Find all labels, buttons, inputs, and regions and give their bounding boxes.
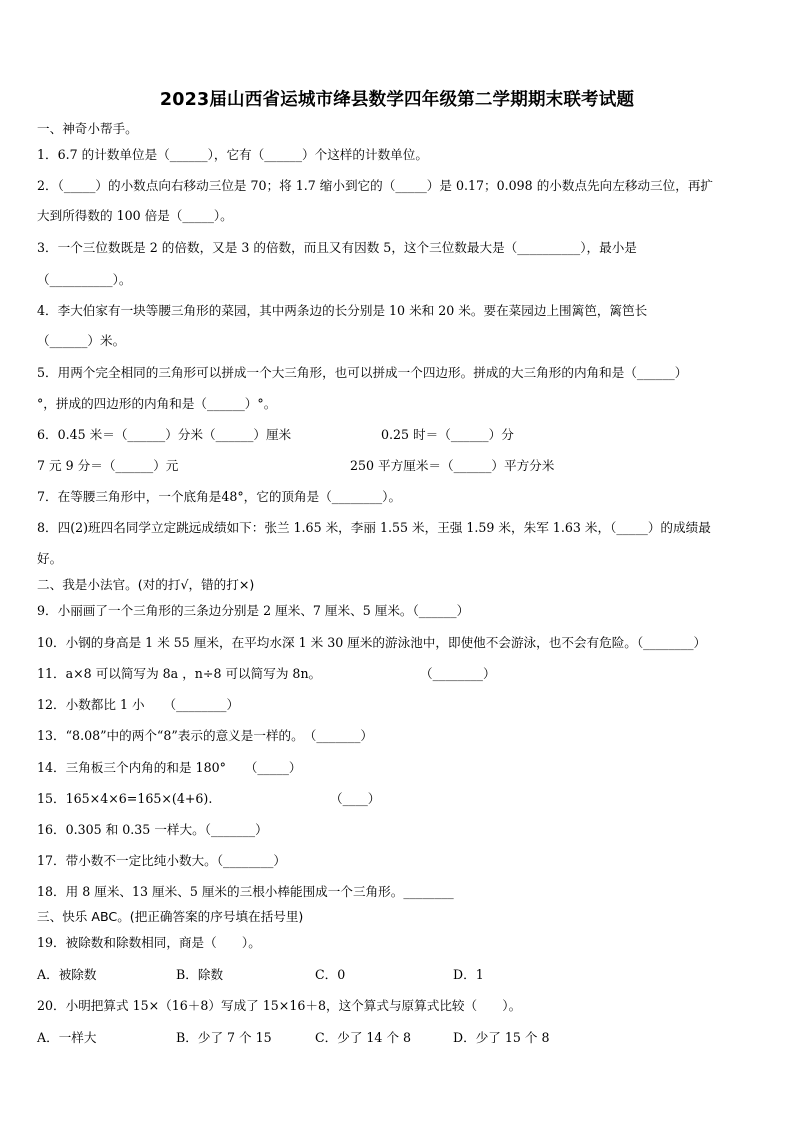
question-4-line-2: （______）米。 bbox=[37, 333, 126, 348]
question-13: 13．“8.08”中的两个“8”表示的意义是一样的。 （_______） bbox=[37, 728, 373, 743]
question-12: 12．小数都比 1 小 （________） bbox=[37, 697, 240, 712]
question-4-line-1: 4．李大伯家有一块等腰三角形的菜园，其中两条边的长分别是 10 米和 20 米。要在菜园边上围篱笆，篱笆长 bbox=[37, 303, 648, 318]
question-3-line-2: （__________）。 bbox=[37, 272, 132, 287]
question-18: 18．用 8 厘米、13 厘米、5 厘米的三根小棒能围成一个三角形。________ bbox=[37, 884, 454, 899]
question-6-left-2: 7 元 9 分＝（______）元 bbox=[37, 458, 179, 473]
question-7: 7．在等腰三角形中，一个底角是48°，它的顶角是（________）。 bbox=[37, 489, 402, 504]
question-19: 19．被除数和除数相同，商是（ ）。 bbox=[37, 935, 261, 950]
question-3-line-1: 3．一个三位数既是 2 的倍数，又是 3 的倍数，而且又有因数 5，这个三位数最大是（__________），最小是 bbox=[37, 240, 637, 255]
question-19-option-b: B．除数 bbox=[176, 967, 224, 982]
question-14: 14．三角板三个内角的和是 180° （_____） bbox=[37, 760, 302, 775]
question-17: 17．带小数不一定比纯小数大。（________） bbox=[37, 853, 287, 868]
question-2-line-1: 2．（_____）的小数点向右移动三位是 70；将 1.7 缩小到它的（_____）是 0.17；0.098 的小数点先向左移动三位，再扩 bbox=[37, 178, 714, 193]
question-8-line-2: 好。 bbox=[37, 551, 63, 566]
section-2-heading: 二、我是小法官。(对的打√，错的打×) bbox=[37, 577, 255, 592]
question-19-option-c: C．0 bbox=[315, 967, 346, 982]
question-15: 15．165×4×6=165×(4+6). bbox=[37, 791, 213, 806]
question-6-left-1: 6．0.45 米＝（______）分米（______）厘米 bbox=[37, 427, 292, 442]
question-2-line-2: 大到所得数的 100 倍是（_____）。 bbox=[37, 208, 233, 223]
section-1-heading: 一、神奇小帮手。 bbox=[37, 121, 138, 136]
question-20-option-a: A．一样大 bbox=[37, 1030, 97, 1045]
section-3-heading: 三、快乐 ABC。(把正确答案的序号填在括号里) bbox=[37, 909, 304, 924]
question-6-right-2: 250 平方厘米＝（______）平方分米 bbox=[350, 458, 555, 473]
question-5-line-2: °，拼成的四边形的内角和是（______）°。 bbox=[37, 396, 277, 411]
question-11: 11．a×8 可以简写为 8a ，n÷8 可以简写为 8n。 bbox=[37, 666, 322, 681]
question-16: 16．0.305 和 0.35 一样大。（_______） bbox=[37, 822, 268, 837]
question-20-option-b: B．少了 7 个 15 bbox=[176, 1030, 272, 1045]
question-9: 9．小丽画了一个三角形的三条边分别是 2 厘米、7 厘米、5 厘米。（______） bbox=[37, 603, 470, 618]
question-10: 10．小钢的身高是 1 米 55 厘米，在平均水深 1 米 30 厘米的游泳池中，即使他不会游泳，也不会有危险。（________） bbox=[37, 635, 707, 650]
question-19-option-d: D．1 bbox=[453, 967, 484, 982]
question-5-line-1: 5．用两个完全相同的三角形可以拼成一个大三角形，也可以拼成一个四边形。拼成的大三角形的内角和是（______） bbox=[37, 365, 688, 380]
question-20: 20．小明把算式 15×（16＋8）写成了 15×16＋8，这个算式与原算式比较（ ）。 bbox=[37, 998, 522, 1013]
question-8-line-1: 8．四(2)班四名同学立定跳远成绩如下：张兰 1.65 米，李丽 1.55 米，王强 1.59 米，朱军 1.63 米，（_____）的成绩最 bbox=[37, 520, 711, 535]
question-15-answer: （____） bbox=[330, 791, 381, 806]
question-1: 1．6.7 的计数单位是（______），它有（______）个这样的计数单位。 bbox=[37, 147, 428, 162]
page-title: 2023届山西省运城市绛县数学四年级第二学期期末联考试题 bbox=[159, 90, 635, 110]
question-20-option-d: D．少了 15 个 8 bbox=[453, 1030, 550, 1045]
question-11-answer: （________） bbox=[420, 666, 496, 681]
question-20-option-c: C．少了 14 个 8 bbox=[315, 1030, 412, 1045]
question-19-option-a: A．被除数 bbox=[37, 967, 97, 982]
question-6-right-1: 0.25 时＝（______）分 bbox=[381, 427, 514, 442]
